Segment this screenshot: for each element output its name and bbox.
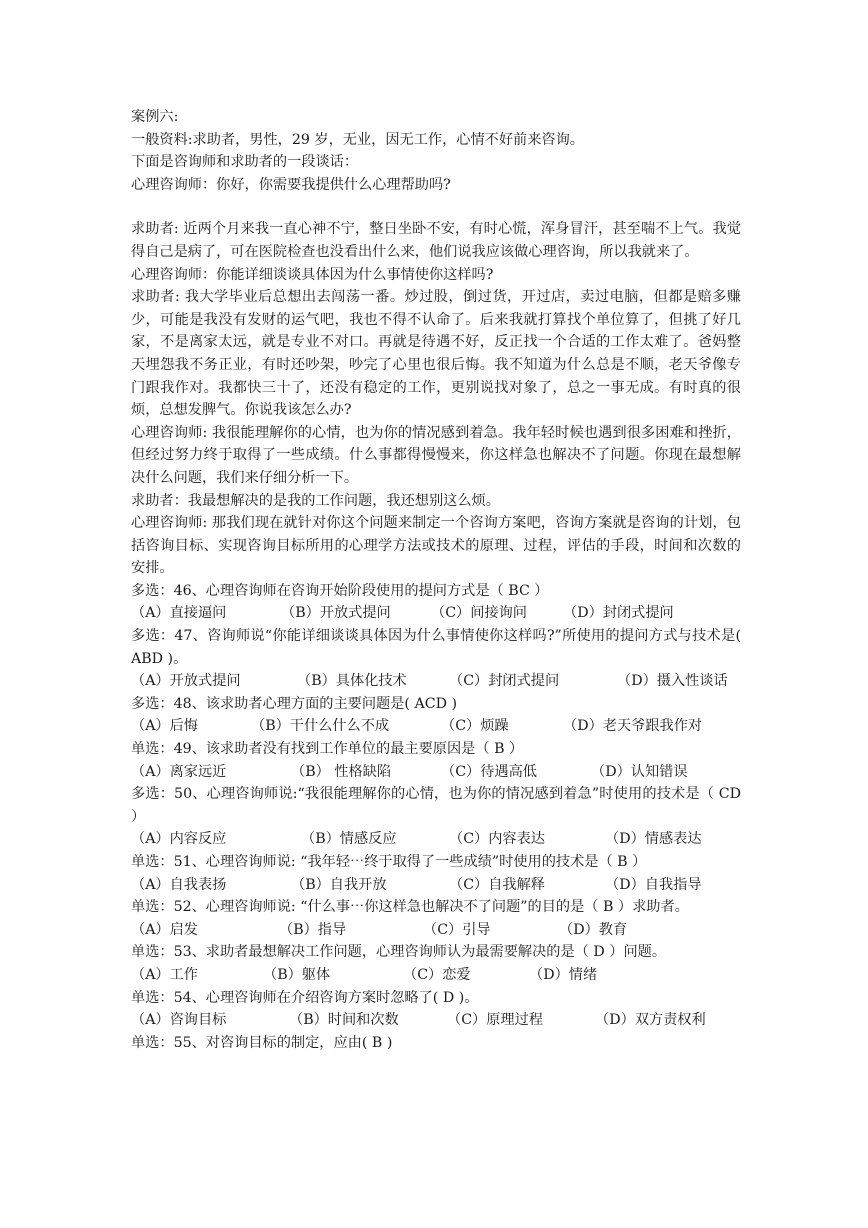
option-a: （A）自我表扬 — [131, 876, 227, 893]
question-53-options — [131, 964, 741, 987]
option-d: （D）教育 — [559, 921, 628, 938]
dialog-counselor-4: 心理咨询师: 那我们现在就针对你这个问题来制定一个咨询方案吧，咨询方案就是咨询的计划，包括咨询目标、实现咨询目标所用的心理学方法或技术的原理、过程，评估的手段，时间和次数的安排。 — [131, 515, 741, 577]
question-51-options — [131, 874, 741, 897]
question-50: 多选：50、心理咨询师说:“我很能理解你的心情，也为你的情况感到着急”时使用的技术是（ CD ） — [131, 786, 741, 825]
option-b: （B）躯体 — [263, 966, 331, 983]
option-b: （B）开放式提问 — [281, 605, 391, 622]
question-53: 单选：53、求助者最想解决工作问题，心理咨询师认为最需要解决的是（ D ）问题。 — [131, 944, 667, 961]
option-a: （A）后悔 — [131, 718, 198, 735]
dialog-client-3: 求助者：我最想解决的是我的工作问题，我还想别这么烦。 — [131, 492, 500, 509]
case-intro: 下面是咨询师和求助者的一段谈话： — [131, 154, 359, 171]
option-c: （C）烦躁 — [441, 718, 509, 735]
question-48: 多选：48、该求助者心理方面的主要问题是( ACD ) — [131, 695, 457, 712]
option-b: （B） 性格缺陷 — [291, 763, 392, 780]
question-54-options — [131, 1009, 741, 1032]
option-c: （C）待遇高低 — [441, 763, 537, 780]
option-d: （D）老天爷跟我作对 — [563, 718, 703, 735]
question-50-options — [131, 828, 741, 851]
dialog-counselor-2: 心理咨询师：你能详细谈谈具体因为什么事情使你这样吗? — [131, 266, 494, 283]
question-55: 单选：55、对咨询目标的制定，应由( B ) — [131, 1034, 393, 1051]
option-b: （B）干什么什么不成 — [251, 718, 390, 735]
question-46-options — [131, 602, 741, 625]
option-b: （B）自我开放 — [291, 876, 387, 893]
question-49-options — [131, 761, 741, 784]
blank-line — [131, 196, 741, 218]
option-c: （C）间接询问 — [431, 605, 527, 622]
option-b: （B）具体化技术 — [297, 673, 407, 690]
option-d: （D）封闭式提问 — [563, 605, 674, 622]
option-c: （C）内容表达 — [449, 831, 545, 848]
option-c: （C）恋爱 — [403, 966, 471, 983]
option-a: （A）直接逼问 — [131, 605, 227, 622]
option-c: （C）引导 — [423, 921, 491, 938]
option-d: （D）情绪 — [529, 966, 598, 983]
question-46: 多选：46、心理咨询师在咨询开始阶段使用的提问方式是（ BC ） — [131, 582, 549, 599]
option-d: （D）认知错误 — [591, 763, 688, 780]
question-52-options — [131, 919, 741, 942]
option-d: （D）自我指导 — [605, 876, 702, 893]
question-52: 单选：52、心理咨询师说: “什么事⋯你这样急也解决不了问题”的目的是（ B ）求助者。 — [131, 899, 689, 916]
document-body — [131, 106, 741, 1054]
dialog-client-2: 求助者: 我大学毕业后总想出去闯荡一番。炒过股，倒过货，开过店，卖过电脑，但都是赔多赚少，可能是我没有发财的运气吧，我也不得不认命了。后来我就打算找个单位算了，但挑了好几家，不是离家太远，就是专业不对口。再就是待遇不好，反正找一个合适的工作太难了。爸妈整天埋怨我不务正业，有时还吵架，吵完了心里也很后悔。我不知道为什么总是不顺，老天爷像专门跟我作对。我都快三十了，还没有稳定的工作，更别说找对象了，总之一事无成。有时真的很烦，总想发脾气。你说我该怎么办? — [131, 289, 741, 419]
option-c: （C）自我解释 — [449, 876, 545, 893]
question-51: 单选：51、心理咨询师说: “我年轻⋯终于取得了一些成绩”时使用的技术是（ B ） — [131, 854, 647, 870]
dialog-client-1: 求助者: 近两个月来我一直心神不宁，整日坐卧不安，有时心慌，浑身冒汗，甚至喘不上气。我觉得自己是病了，可在医院检查也没看出什么来，他们说我应该做心理咨询，所以我就来了。 — [131, 221, 741, 260]
dialog-counselor-3: 心理咨询师: 我很能理解你的心情，也为你的情况感到着急。我年轻时候也遇到很多困难和挫折，但经过努力终于取得了一些成绩。什么事都得慢慢来，你这样急也解决不了问题。你现在最想解决什么问题，我们来仔细分析一下。 — [131, 424, 741, 486]
option-d: （D）双方责权利 — [595, 1012, 706, 1029]
case-info: 一般资料:求助者，男性，29 岁，无业，因无工作，心情不好前来咨询。 — [131, 131, 584, 148]
case-title: 案例六: — [131, 109, 179, 125]
question-48-options — [131, 715, 741, 738]
option-b: （B）指导 — [279, 921, 347, 938]
question-54: 单选：54、心理咨询师在介绍咨询方案时忽略了( D )。 — [131, 989, 479, 1006]
option-a: （A）内容反应 — [131, 831, 227, 848]
option-a: （A）咨询目标 — [131, 1012, 227, 1029]
option-a: （A）离家远近 — [131, 763, 227, 780]
question-49: 单选：49、该求助者没有找到工作单位的最主要原因是（ B ） — [131, 741, 524, 758]
option-d: （D）情感表达 — [605, 831, 702, 848]
option-a: （A）开放式提问 — [131, 673, 241, 690]
question-47-options — [131, 670, 741, 693]
option-b: （B）情感反应 — [301, 831, 397, 848]
option-b: （B）时间和次数 — [289, 1012, 399, 1029]
option-d: （D）摄入性谈话 — [617, 673, 728, 690]
option-a: （A）启发 — [131, 921, 198, 938]
option-a: （A）工作 — [131, 966, 198, 983]
option-c: （C）原理过程 — [447, 1012, 543, 1029]
dialog-counselor-1: 心理咨询师：你好，你需要我提供什么心理帮助吗? — [131, 176, 451, 193]
option-c: （C）封闭式提问 — [449, 673, 560, 690]
question-47: 多选：47、咨询师说“你能详细谈谈具体因为什么事情使你这样吗?”所使用的提问方式与技术是( ABD )。 — [131, 628, 741, 667]
